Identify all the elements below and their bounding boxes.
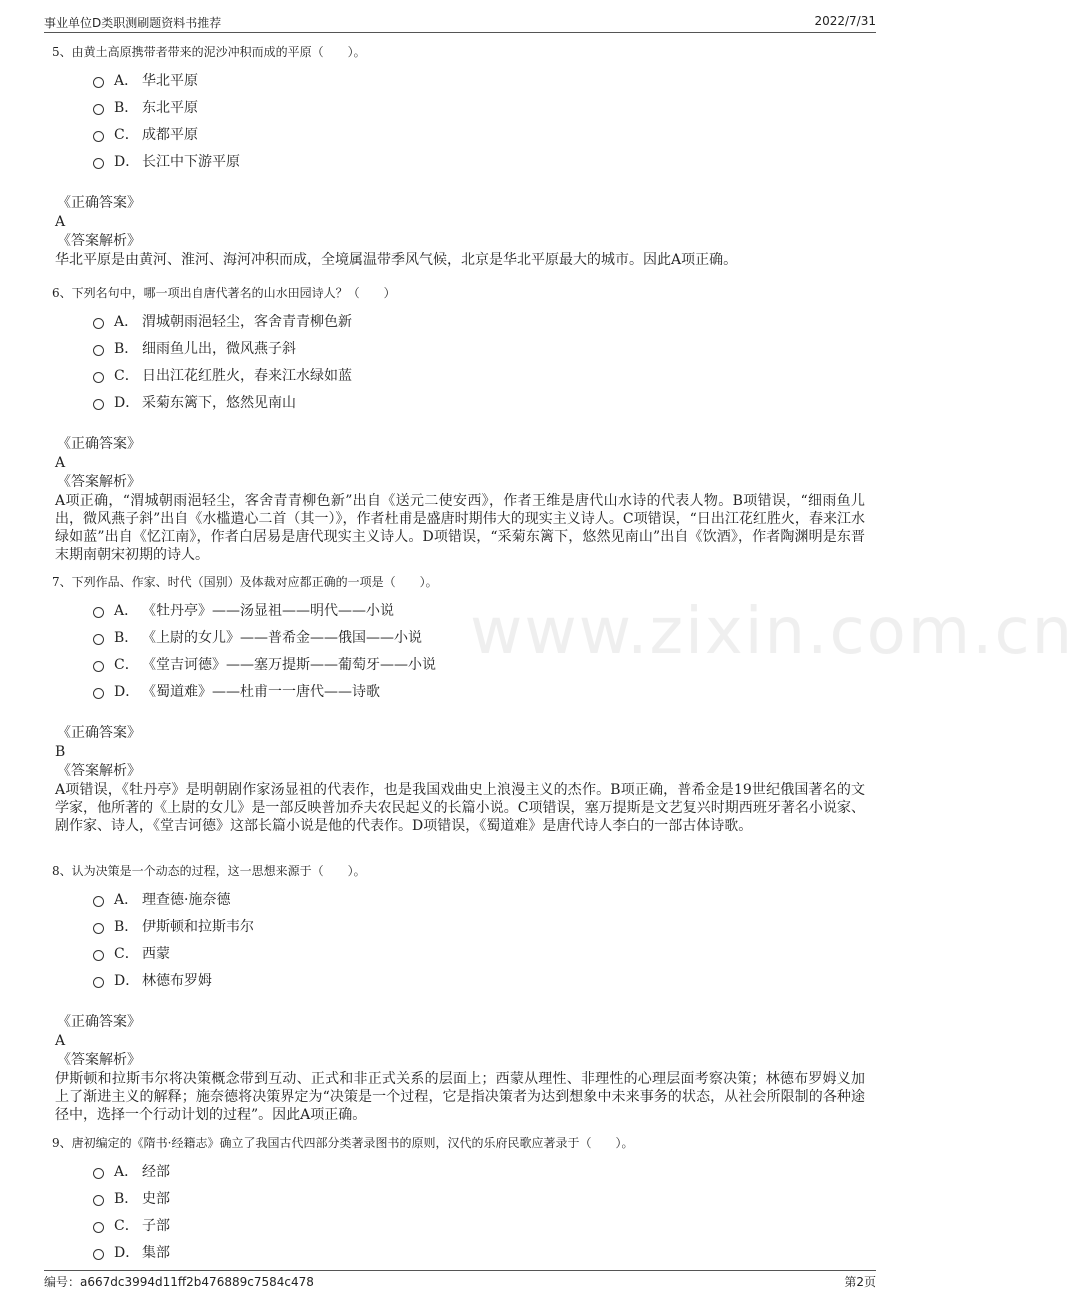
option-a[interactable]: A． 渭城朝雨浥轻尘，客舍青青柳色新 [93, 307, 865, 334]
option-a[interactable]: A． 华北平原 [93, 66, 865, 93]
option-a[interactable]: A． 经部 [93, 1157, 865, 1184]
analysis-label: 《答案解析》 [57, 233, 141, 249]
watermark: www.zixin.com.cn [470, 595, 1074, 669]
option-b[interactable]: B． 东北平原 [93, 93, 865, 120]
question-list [52, 44, 865, 1271]
radio-button-icon[interactable] [93, 372, 104, 383]
answer-section [55, 1013, 865, 1124]
header-date: 2022/7/31 [814, 14, 876, 28]
option-b[interactable]: B． 伊斯顿和拉斯韦尔 [93, 912, 865, 939]
correct-answer: A [55, 1033, 66, 1049]
radio-button-icon[interactable] [93, 634, 104, 645]
header-title: 事业单位D类职测刷题资料书推荐 [44, 16, 222, 30]
question-block [52, 574, 865, 857]
answer-section [55, 194, 865, 269]
option-a[interactable]: A． 理查德·施奈德 [93, 885, 865, 912]
option-c[interactable]: C． 子部 [93, 1211, 865, 1238]
question-stem: 9、唐初编定的《隋书·经籍志》确立了我国古代四部分类著录图书的原则，汉代的乐府民歌应著录于（ ）。 [52, 1136, 634, 1150]
option-c[interactable]: C． 西蒙 [93, 939, 865, 966]
option-d[interactable]: D． 《蜀道难》——杜甫一一唐代——诗歌 [93, 677, 865, 704]
option-d[interactable]: D． 林德布罗姆 [93, 966, 865, 993]
answer-section [55, 724, 865, 835]
radio-button-icon[interactable] [93, 104, 104, 115]
radio-button-icon[interactable] [93, 318, 104, 329]
option-d[interactable]: D． 长江中下游平原 [93, 147, 865, 174]
radio-button-icon[interactable] [93, 131, 104, 142]
analysis-label: 《答案解析》 [57, 763, 141, 779]
option-list [93, 66, 865, 174]
radio-button-icon[interactable] [93, 77, 104, 88]
radio-button-icon[interactable] [93, 1222, 104, 1233]
analysis-text: A项正确，“渭城朝雨浥轻尘，客舍青青柳色新”出自《送元二使安西》，作者王维是唐代山水诗的代表人物。B项错误，“细雨鱼儿出，微风燕子斜”出自《水槛遣心二首（其一）》，作者杜甫是盛唐时期伟大的现实主义诗人。C项错误，“日出江花红胜火，春来江水绿如蓝”出自《忆江南》，作者白居易是唐代现实主义诗人。D项错误，“采菊东篱下，悠然见南山”出自《饮酒》，作者陶渊明是东晋末期南朝宋初期的诗人。 [55, 493, 865, 563]
option-b[interactable]: B． 史部 [93, 1184, 865, 1211]
question-stem: 6、下列名句中，哪一项出自唐代著名的山水田园诗人？（ ） [52, 286, 396, 300]
option-c[interactable]: C． 日出江花红胜火，春来江水绿如蓝 [93, 361, 865, 388]
radio-button-icon[interactable] [93, 688, 104, 699]
radio-button-icon[interactable] [93, 345, 104, 356]
document-code: 编号：a667dc3994d11ff2b476889c7584c478 [44, 1275, 314, 1289]
radio-button-icon[interactable] [93, 1249, 104, 1260]
radio-button-icon[interactable] [93, 158, 104, 169]
option-list [93, 885, 865, 993]
question-stem: 8、认为决策是一个动态的过程，这一思想来源于（ ）。 [52, 864, 366, 878]
analysis-label: 《答案解析》 [57, 1052, 141, 1068]
question-block [52, 1135, 865, 1265]
question-block [52, 44, 865, 279]
correct-answer: B [55, 744, 66, 760]
radio-button-icon[interactable] [93, 896, 104, 907]
option-c[interactable]: C． 成都平原 [93, 120, 865, 147]
option-d[interactable]: D． 采菊东篱下，悠然见南山 [93, 388, 865, 415]
option-a[interactable]: A． 《牡丹亭》——汤显祖——明代——小说 [93, 596, 865, 623]
page-footer [44, 1270, 876, 1291]
radio-button-icon[interactable] [93, 399, 104, 410]
page-number: 第2页 [844, 1275, 876, 1289]
radio-button-icon[interactable] [93, 950, 104, 961]
analysis-text: 华北平原是由黄河、淮河、海河冲积而成，全境属温带季风气候，北京是华北平原最大的城市。因此A项正确。 [55, 252, 738, 268]
analysis-text: 伊斯顿和拉斯韦尔将决策概念带到互动、正式和非正式关系的层面上；西蒙从理性、非理性的心理层面考察决策；林德布罗姆义加上了渐进主义的解释；施奈德将决策界定为“决策是一个过程，它是指决策者为达到想象中未来事务的状态，从社会所限制的各种途径中，选择一个行动计划的过程”。因此A项正确。 [55, 1071, 865, 1123]
correct-answer-label: 《正确答案》 [57, 195, 141, 211]
radio-button-icon[interactable] [93, 1168, 104, 1179]
correct-answer-label: 《正确答案》 [57, 436, 141, 452]
option-list [93, 1157, 865, 1265]
question-block [52, 285, 865, 568]
radio-button-icon[interactable] [93, 607, 104, 618]
answer-section [55, 435, 865, 564]
radio-button-icon[interactable] [93, 923, 104, 934]
question-block [52, 863, 865, 1129]
option-d[interactable]: D． 集部 [93, 1238, 865, 1265]
option-c[interactable]: C． 《堂吉诃德》——塞万提斯——葡萄牙——小说 [93, 650, 865, 677]
analysis-label: 《答案解析》 [57, 474, 141, 490]
page-header [44, 12, 876, 33]
option-b[interactable]: B． 《上尉的女儿》——普希金——俄国——小说 [93, 623, 865, 650]
correct-answer-label: 《正确答案》 [57, 725, 141, 741]
correct-answer: A [55, 455, 66, 471]
question-stem: 5、由黄土高原携带者带来的泥沙冲积而成的平原（ ）。 [52, 45, 366, 59]
correct-answer-label: 《正确答案》 [57, 1014, 141, 1030]
radio-button-icon[interactable] [93, 1195, 104, 1206]
option-list [93, 307, 865, 415]
radio-button-icon[interactable] [93, 661, 104, 672]
radio-button-icon[interactable] [93, 977, 104, 988]
analysis-text: A项错误，《牡丹亭》是明朝剧作家汤显祖的代表作，也是我国戏曲史上浪漫主义的杰作。B项正确，普希金是19世纪俄国著名的文学家，他所著的《上尉的女儿》是一部反映普加乔夫农民起义的长篇小说。C项错误，塞万提斯是文艺复兴时期西班牙著名小说家、剧作家、诗人，《堂吉诃德》这部长篇小说是他的代表作。D项错误，《蜀道难》是唐代诗人李白的一部古体诗歌。 [55, 782, 865, 834]
question-stem: 7、下列作品、作家、时代（国别）及体裁对应都正确的一项是（ ）。 [52, 575, 438, 589]
option-b[interactable]: B． 细雨鱼儿出，微风燕子斜 [93, 334, 865, 361]
option-list [93, 596, 865, 704]
correct-answer: A [55, 214, 66, 230]
